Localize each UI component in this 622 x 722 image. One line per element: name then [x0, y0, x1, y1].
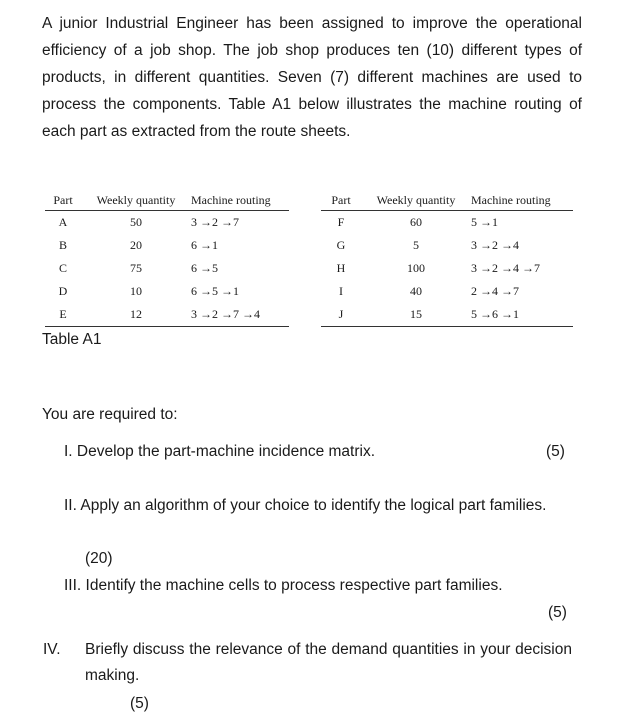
cell-qty: 75	[130, 261, 142, 275]
header-part: Part	[45, 190, 81, 211]
cell-routing: 6 →5	[191, 261, 218, 275]
cell-part: I	[339, 284, 343, 298]
question-2: II. Apply an algorithm of your choice to identify the logical part families.	[64, 497, 547, 514]
cell-part: E	[45, 303, 81, 327]
table-caption: Table A1	[42, 331, 102, 348]
table-row	[45, 280, 289, 303]
question-1: I. Develop the part-machine incidence matrix.	[64, 443, 376, 460]
routing-table-left	[45, 190, 289, 327]
cell-routing: 2 →4 →7	[471, 284, 519, 298]
cell-part: C	[58, 261, 67, 275]
cell-qty: 5	[413, 238, 419, 252]
required-heading: You are required to:	[42, 406, 178, 423]
cell-part: F	[337, 215, 345, 229]
header-weekly-quantity: Weekly quantity	[81, 190, 191, 211]
question-3-marks: (5)	[548, 604, 567, 621]
table-row	[321, 234, 573, 257]
routing-table-right	[321, 190, 573, 327]
cell-routing: 3 →2 →4 →7	[471, 261, 540, 275]
table-row	[45, 303, 289, 327]
question-4: Briefly discuss the relevance of the demand quantities in your decision making.	[85, 641, 572, 684]
table-row	[321, 257, 573, 280]
cell-qty: 100	[407, 261, 425, 275]
question-4-marks: (5)	[130, 695, 149, 712]
table-row	[45, 257, 289, 280]
cell-routing: 3 →2 →7	[191, 215, 239, 229]
table-row	[45, 234, 289, 257]
cell-part: D	[58, 284, 68, 298]
table-row	[321, 211, 573, 235]
cell-routing: 3 →2 →4	[471, 238, 519, 252]
table-row	[321, 280, 573, 303]
table-row	[321, 303, 573, 327]
cell-routing: 3 →2 →7 →4	[191, 303, 289, 327]
cell-routing: 6 →1	[191, 238, 218, 252]
cell-routing: 5 →6 →1	[471, 303, 573, 327]
cell-qty: 12	[81, 303, 191, 327]
cell-routing: 6 →5 →1	[191, 284, 239, 298]
cell-qty: 15	[361, 303, 471, 327]
cell-part: A	[58, 215, 68, 229]
header-machine-routing: Machine routing	[471, 190, 573, 211]
table-header-row	[321, 190, 573, 211]
table-row	[45, 211, 289, 235]
cell-part: H	[336, 261, 346, 275]
header-part: Part	[321, 190, 361, 211]
question-4-numeral: IV.	[43, 641, 61, 658]
question-2-marks: (20)	[85, 550, 113, 567]
cell-part: G	[336, 238, 346, 252]
question-3: III. Identify the machine cells to process respective part families.	[64, 577, 503, 594]
header-machine-routing: Machine routing	[191, 190, 289, 211]
cell-qty: 10	[130, 284, 142, 298]
cell-qty: 20	[130, 238, 142, 252]
intro-paragraph: A junior Industrial Engineer has been assigned to improve the operational efficiency of a job shop. The job shop produces ten (10) different types of products, in different quantities. Seven (7) different machines are used to process the components. Table A1 below illustrates the machine routing of each part as extracted from the route sheets.	[42, 15, 582, 140]
cell-qty: 40	[410, 284, 422, 298]
header-weekly-quantity: Weekly quantity	[361, 190, 471, 211]
cell-part: J	[321, 303, 361, 327]
cell-qty: 50	[130, 215, 142, 229]
cell-qty: 60	[410, 215, 422, 229]
question-1-marks: (5)	[546, 443, 565, 460]
cell-part: B	[58, 238, 67, 252]
table-header-row	[45, 190, 289, 211]
cell-routing: 5 →1	[471, 215, 498, 229]
